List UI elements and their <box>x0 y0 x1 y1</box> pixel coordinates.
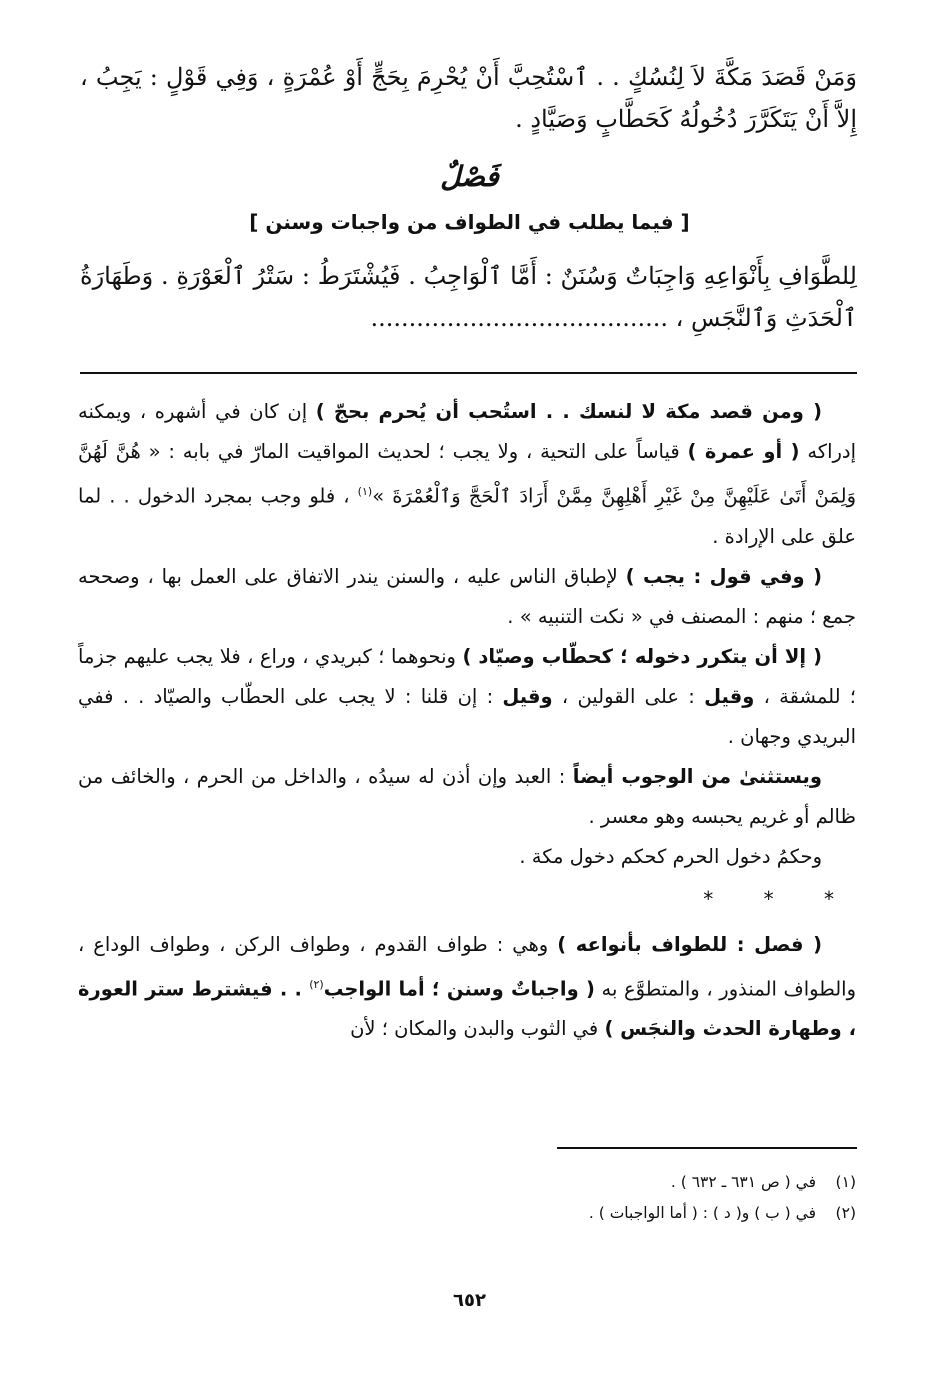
footnote-2 <box>80 1198 856 1229</box>
sharh-text: ، فلو وجب بمجرد الدخول . . لما علق على الإرادة . <box>78 484 856 548</box>
matn-separator-rule <box>80 372 857 374</box>
section-stars-divider: * * * <box>703 886 856 911</box>
matn-dots: ....................................... <box>370 304 668 332</box>
sharh-text: وهي : طواف القدوم ، وطواف الركن ، وطواف الوداع ، والطواف المنذور ، والمتطوَّع به <box>78 932 856 1000</box>
footnote-ref-2: (٢) <box>309 977 324 991</box>
matn-quote: ( وفي قول : يجب ) <box>625 564 822 588</box>
keyword-qila: وقيل <box>502 684 553 708</box>
sharh-text: قياساً على التحية ، ولا يجب ؛ لحديث المواقيت المارّ في بابه : « هُنَّ لَهُنَّ وَلِمَنْ أَتَىٰ عَلَيْهِنَّ مِنْ غَيْرِ أَهْلِهِنَّ مِمَّنْ أَرَادَ ٱلْحَجَّ وَٱلْعُمْرَةَ » <box>78 440 856 508</box>
sharh-emphasis: ويستثنىٰ من الوجوب أيضاً <box>572 764 822 788</box>
sharh-text: لإطباق الناس عليه ، والسنن يندر الاتفاق على العمل بها ، وصححه جمع ؛ منهم : المصنف في « نكت التنبيه » . <box>78 564 856 628</box>
sharh-paragraph-2 <box>78 557 856 637</box>
matn-fasl-text: لِلطَّوَافِ بِأَنْوَاعِهِ وَاجِبَاتٌ وَسُنَنٌ : أَمَّا ٱلْوَاجِبُ . فَيُشْتَرَطُ : سَتْرُ ٱلْعَوْرَةِ . وَطَهَارَةُ ٱلْحَدَثِ وَٱلنَّجَسِ ، <box>80 262 857 332</box>
sharh-text: : إن قلنا : لا يجب على الحطّاب والصيّاد . . ففي البريدي وجهان . <box>78 684 856 748</box>
sharh-text: : على القولين ، <box>552 684 705 708</box>
sharh-paragraph-6 <box>78 925 856 1050</box>
page-number: ٦٥٢ <box>453 1290 486 1311</box>
matn-quote: ( أو عمرة ) <box>687 440 800 463</box>
matn-quote: . . فيشترط ستر العورة ، وطهارة الحدث والنجَس ) <box>78 977 856 1040</box>
keyword-qila: وقيل <box>704 684 755 708</box>
matn-intro-text: وَمَنْ قَصَدَ مَكَّةَ لاَ لِنُسُكٍ . . ٱسْتُحِبَّ أَنْ يُحْرِمَ بِحَجٍّ أَوْ عُمْرَةٍ ، وَفِي قَوْلٍ : يَجِبُ ، إِلاَّ أَنْ يَتَكَرَّرَ دُخُولُهُ كَحَطَّابٍ وَصَيَّادٍ . <box>80 63 857 133</box>
matn-quote: ( واجباتٌ وسنن ؛ أما الواجب <box>323 977 595 1000</box>
sharh-text: وحكمُ دخول الحرم كحكم دخول مكة . <box>519 844 822 868</box>
sharh-text: : العبد وإن أذن له سيدُه ، والداخل من الحرم ، والخائف من ظالم أو غريم يحبسه وهو معسر . <box>78 764 856 828</box>
footnote-number: (١) <box>835 1173 856 1191</box>
sharh-text: إن كان في أشهره ، ويمكنه إدراكه <box>78 400 857 463</box>
sharh-text: ونحوهما ؛ كبريدي ، وراع ، فلا يجب عليهم جزماً ؛ للمشقة ، <box>78 644 856 708</box>
matn-quote: ( فصل : للطواف بأنواعه ) <box>557 932 822 956</box>
sharh-block <box>78 392 856 1049</box>
matn-quote: ( ومن قصد مكة لا لنسك . . استُحب أن يُحرم بحجّ ) <box>315 400 822 423</box>
matn-intro <box>80 56 857 140</box>
fasl-heading: فَصْلٌ <box>440 160 499 193</box>
sharh-paragraph-4 <box>78 757 856 837</box>
footnotes <box>80 1167 856 1229</box>
footnote-separator-rule <box>557 1147 857 1149</box>
footnote-number: (٢) <box>835 1204 856 1222</box>
footnote-ref-1: (١) <box>357 485 373 498</box>
matn-quote: ( إلا أن يتكرر دخوله ؛ كحطّاب وصيّاد ) <box>462 644 822 668</box>
footnote-text: في ( ص ٦٣١ ـ ٦٣٢ ) . <box>670 1173 816 1191</box>
sharh-paragraph-5 <box>78 837 856 877</box>
sharh-paragraph-3 <box>78 637 856 757</box>
sharh-text: في الثوب والبدن والمكان ؛ لأن <box>350 1017 605 1040</box>
fasl-subtitle: [ فيما يطلب في الطواف من واجبات وسنن ] <box>249 210 690 234</box>
matn-fasl <box>80 255 857 339</box>
footnote-text: في ( ب ) و( د ) : ( أما الواجبات ) . <box>588 1204 816 1222</box>
footnote-1 <box>80 1167 856 1198</box>
sharh-paragraph-1 <box>78 392 856 557</box>
